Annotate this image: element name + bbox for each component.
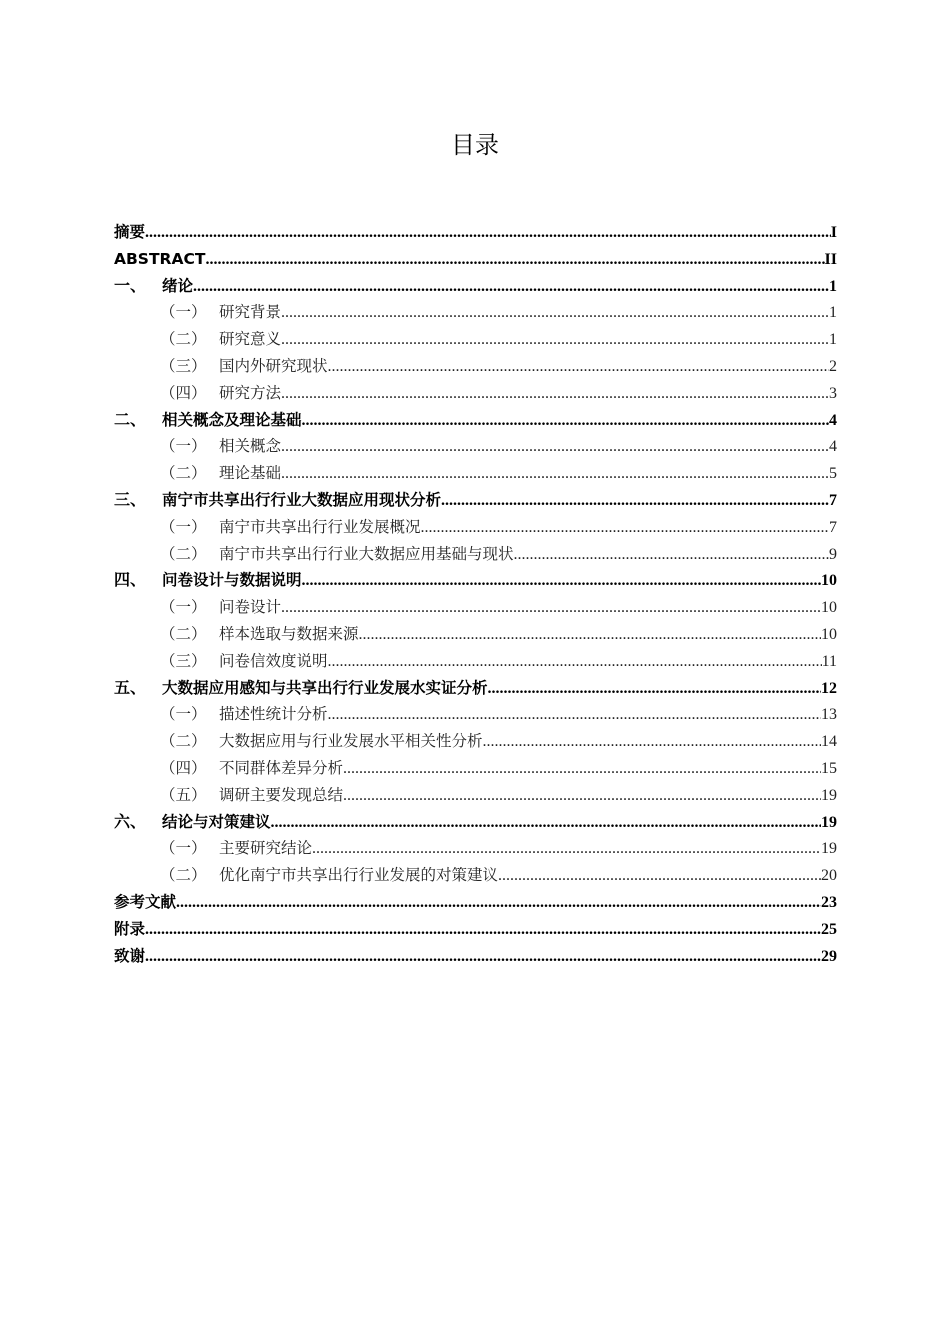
toc-section-entry[interactable] — [114, 460, 837, 487]
toc-dot-leader — [421, 515, 829, 542]
toc-entry-title: 研究方法 — [219, 383, 282, 402]
toc-entry-number: （四） — [160, 383, 207, 402]
toc-page-number: 4 — [829, 438, 837, 456]
toc-section-entry[interactable] — [114, 594, 837, 621]
toc-section-entry[interactable] — [114, 380, 837, 407]
toc-section-entry[interactable] — [114, 782, 837, 809]
toc-entry-title: 大数据应用与行业发展水平相关性分析 — [219, 732, 483, 751]
toc-page-number: 23 — [821, 893, 837, 911]
toc-entry-number: （一） — [160, 517, 207, 536]
toc-section-entry[interactable] — [114, 299, 837, 326]
toc-dot-leader — [312, 836, 821, 863]
toc-entry-title: 致谢 — [114, 946, 146, 965]
toc-dot-leader — [483, 729, 821, 756]
toc-entry-number: （五） — [160, 785, 207, 804]
toc-dot-leader — [176, 890, 821, 917]
table-of-contents — [114, 219, 837, 969]
toc-page-number: 1 — [829, 304, 837, 322]
toc-entry-title: 南宁市共享出行行业大数据应用现状分析 — [162, 490, 442, 509]
toc-section-entry[interactable] — [114, 514, 837, 541]
toc-page-number: 13 — [821, 706, 837, 724]
toc-entry-title: ABSTRACT — [114, 249, 206, 268]
toc-entry-title: 不同群体差异分析 — [219, 758, 344, 777]
toc-entry-title: 主要研究结论 — [219, 839, 313, 858]
toc-dot-leader — [145, 917, 821, 944]
toc-section-entry[interactable] — [114, 755, 837, 782]
toc-chapter-entry[interactable] — [114, 567, 837, 594]
toc-dot-leader — [343, 756, 821, 783]
toc-page-number: 19 — [821, 786, 837, 804]
toc-dot-leader — [145, 944, 821, 971]
toc-section-entry[interactable] — [114, 862, 837, 889]
toc-entry-number: （二） — [160, 544, 207, 563]
toc-section-entry[interactable] — [114, 701, 837, 728]
toc-chapter-entry[interactable] — [114, 273, 837, 300]
toc-page-number: 9 — [829, 545, 837, 563]
toc-entry-number: （二） — [160, 330, 207, 349]
toc-page-number: I — [830, 224, 837, 241]
toc-chapter-entry[interactable] — [114, 809, 837, 836]
toc-dot-leader — [281, 461, 829, 488]
toc-entry-number: 二、 — [114, 411, 147, 429]
toc-page-number: 3 — [829, 384, 837, 402]
toc-entry-title: 理论基础 — [219, 464, 282, 483]
toc-entry-number: （一） — [160, 437, 207, 456]
toc-page-number: 14 — [821, 733, 837, 751]
toc-entry-number: （二） — [160, 866, 207, 885]
toc-page-number: 5 — [829, 465, 837, 483]
toc-page-number: II — [824, 250, 837, 268]
toc-page-number: 12 — [821, 679, 837, 697]
toc-entry-title: 国内外研究现状 — [219, 356, 328, 375]
toc-section-entry[interactable] — [114, 621, 837, 648]
toc-page-number: 7 — [829, 518, 837, 536]
toc-page-number: 1 — [829, 331, 837, 349]
toc-section-entry[interactable] — [114, 433, 837, 460]
toc-dot-leader — [359, 622, 821, 649]
toc-entry-title: 调研主要发现总结 — [219, 785, 344, 804]
toc-entry-title: 结论与对策建议 — [162, 812, 271, 831]
toc-entry-number: （三） — [160, 356, 207, 375]
toc-dot-leader — [441, 488, 829, 515]
toc-chapter-entry[interactable] — [114, 246, 837, 273]
toc-entry-title: 南宁市共享出行行业发展概况 — [219, 517, 421, 536]
page-title: 目录 — [451, 131, 499, 159]
toc-entry-number: （一） — [160, 705, 207, 724]
toc-dot-leader — [281, 381, 829, 408]
toc-entry-title: 大数据应用感知与共享出行行业发展水实证分析 — [162, 678, 488, 697]
toc-entry-title: 南宁市共享出行行业大数据应用基础与现状 — [219, 544, 514, 563]
toc-entry-title: 问卷信效度说明 — [219, 651, 328, 670]
toc-dot-leader — [145, 220, 831, 247]
toc-page-number: 4 — [829, 411, 837, 429]
toc-page-number: 19 — [821, 840, 837, 858]
toc-chapter-entry[interactable] — [114, 219, 837, 246]
toc-entry-number: （二） — [160, 732, 207, 751]
toc-entry-title: 研究意义 — [219, 330, 282, 349]
toc-entry-number: （二） — [160, 464, 207, 483]
toc-entry-title: 摘要 — [114, 223, 146, 241]
toc-dot-leader — [281, 300, 829, 327]
toc-page-number: 11 — [821, 652, 837, 670]
toc-entry-title: 优化南宁市共享出行行业发展的对策建议 — [219, 866, 499, 885]
toc-entry-number: （一） — [160, 598, 207, 617]
toc-page-number: 1 — [829, 277, 837, 295]
toc-entry-number: （一） — [160, 839, 207, 858]
toc-dot-leader — [343, 783, 821, 810]
toc-chapter-entry[interactable] — [114, 916, 837, 943]
toc-section-entry[interactable] — [114, 648, 837, 675]
toc-entry-title: 样本选取与数据来源 — [219, 624, 359, 643]
toc-entry-number: （二） — [160, 624, 207, 643]
toc-dot-leader — [271, 810, 821, 837]
toc-entry-number: 四、 — [114, 572, 147, 590]
toc-dot-leader — [205, 247, 824, 274]
toc-page-number: 20 — [821, 867, 837, 885]
toc-entry-number: 五、 — [114, 679, 147, 697]
toc-dot-leader — [488, 676, 821, 703]
toc-page-number: 7 — [829, 491, 837, 509]
toc-page-number: 10 — [821, 625, 837, 643]
toc-dot-leader — [281, 595, 821, 622]
toc-dot-leader — [281, 327, 829, 354]
toc-page-number: 15 — [821, 759, 837, 777]
toc-page-number: 10 — [821, 599, 837, 617]
toc-entry-number: 三、 — [114, 491, 147, 509]
toc-entry-title: 问卷设计 — [219, 598, 282, 617]
toc-entry-title: 相关概念 — [219, 437, 282, 456]
toc-entry-title: 相关概念及理论基础 — [162, 410, 302, 429]
toc-dot-leader — [302, 568, 821, 595]
toc-section-entry[interactable] — [114, 728, 837, 755]
toc-entry-title: 描述性统计分析 — [219, 705, 328, 724]
toc-entry-title: 参考文献 — [114, 892, 177, 911]
toc-section-entry[interactable] — [114, 541, 837, 568]
toc-page-number: 19 — [821, 813, 837, 831]
toc-entry-title: 附录 — [114, 919, 146, 938]
toc-dot-leader — [193, 274, 829, 301]
toc-entry-number: （四） — [160, 758, 207, 777]
toc-entry-title: 研究背景 — [219, 303, 282, 322]
toc-page-number: 10 — [821, 572, 837, 590]
toc-entry-title: 绪论 — [162, 276, 194, 295]
toc-dot-leader — [328, 702, 821, 729]
toc-entry-title: 问卷设计与数据说明 — [162, 571, 302, 590]
toc-page-number: 25 — [821, 920, 837, 938]
toc-chapter-entry[interactable] — [114, 889, 837, 916]
toc-chapter-entry[interactable] — [114, 943, 837, 970]
toc-chapter-entry[interactable] — [114, 487, 837, 514]
toc-section-entry[interactable] — [114, 835, 837, 862]
toc-page-number: 29 — [821, 947, 837, 965]
toc-section-entry[interactable] — [114, 326, 837, 353]
toc-dot-leader — [281, 434, 829, 461]
toc-entry-number: 一、 — [114, 277, 147, 295]
toc-chapter-entry[interactable] — [114, 675, 837, 702]
toc-section-entry[interactable] — [114, 353, 837, 380]
toc-dot-leader — [498, 863, 821, 890]
toc-dot-leader — [328, 649, 822, 676]
toc-dot-leader — [328, 354, 829, 381]
toc-entry-number: （三） — [160, 651, 207, 670]
toc-chapter-entry[interactable] — [114, 407, 837, 434]
toc-dot-leader — [514, 542, 829, 569]
toc-entry-number: （一） — [160, 303, 207, 322]
toc-page-number: 2 — [829, 357, 837, 375]
toc-entry-number: 六、 — [114, 813, 147, 831]
toc-dot-leader — [302, 408, 829, 435]
